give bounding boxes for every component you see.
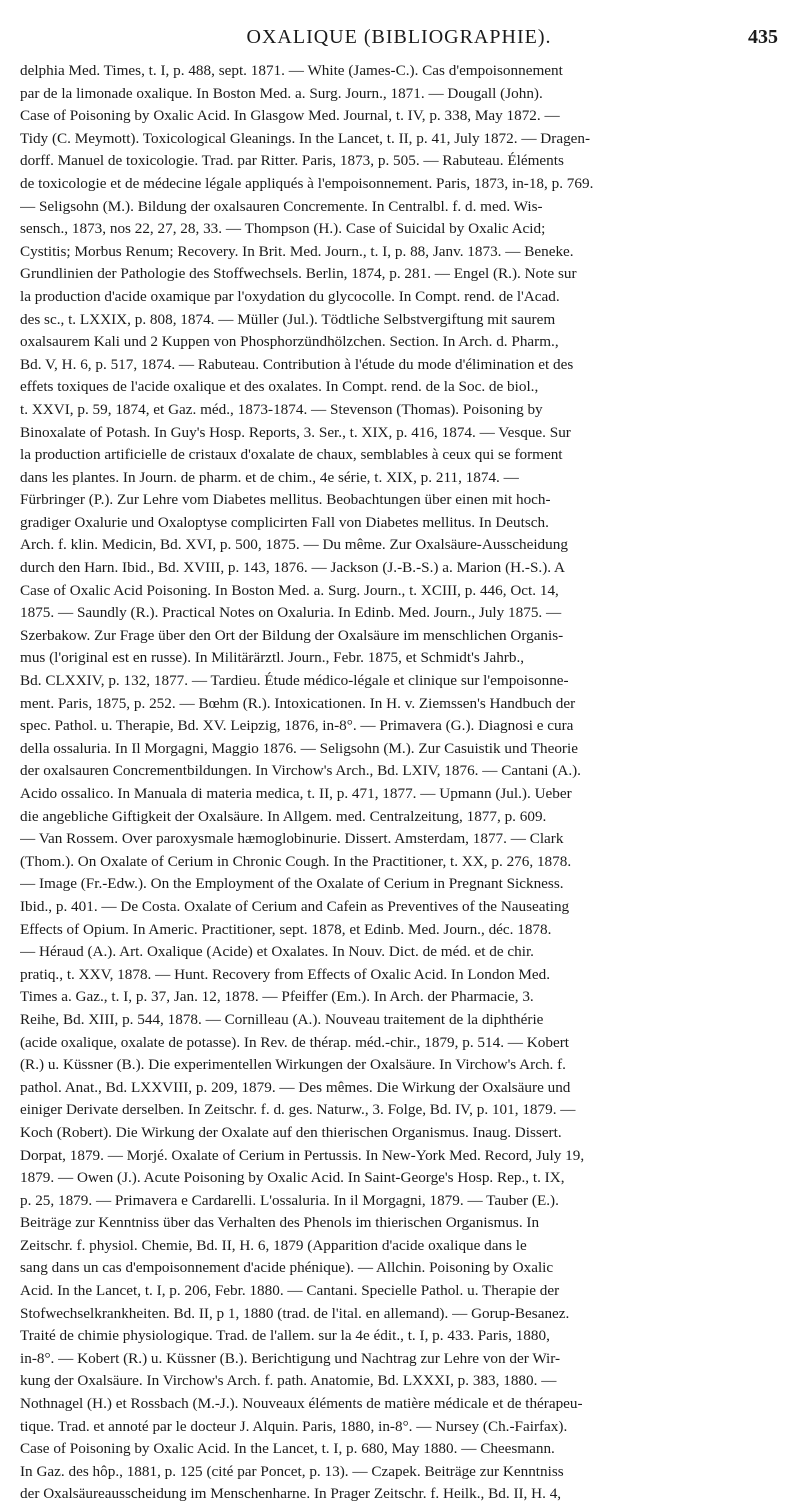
text-line: dorff. Manuel de toxicologie. Trad. par Ritter. Paris, 1873, p. 505. — Rabuteau. Éléments (20, 152, 564, 170)
text-line: Bd. V, H. 6, p. 517, 1874. — Rabuteau. Contribution à l'étude du mode d'élimination et des (20, 355, 574, 373)
text-line: — Héraud (A.). Art. Oxalique (Acide) et Oxalates. In Nouv. Dict. de méd. et de chir. (20, 943, 534, 961)
text-line: Beiträge zur Kenntniss über das Verhalten des Phenols im thierischen Organismus. In (20, 1214, 540, 1232)
text-line: pratiq., t. XXV, 1878. — Hunt. Recovery from Effects of Oxalic Acid. In London Med. (20, 965, 551, 983)
text-line: la production d'acide oxamique par l'oxydation du glycocolle. In Compt. rend. de l'Acad. (20, 287, 560, 305)
text-line: pathol. Anat., Bd. LXXVIII, p. 209, 1879. — Des mêmes. Die Wirkung der Oxalsäure und (20, 1078, 571, 1096)
text-line: — Image (Fr.-Edw.). On the Employment of the Oxalate of Cerium in Pregnant Sickness. (20, 875, 564, 893)
text-line: — Seligsohn (M.). Bildung der oxalsauren Concremente. In Centralbl. f. d. med. Wis- (20, 197, 543, 215)
text-line: spec. Pathol. u. Therapie, Bd. XV. Leipzig, 1876, in-8°. — Primavera (G.). Diagnosi e cura (20, 717, 574, 735)
text-line: effets toxiques de l'acide oxalique et des oxalates. In Compt. rend. de la Soc. de biol., (20, 378, 539, 396)
text-line: de toxicologie et de médecine légale appliqués à l'empoisonnement. Paris, 1873, in-18, p. 769. (20, 174, 594, 192)
text-line: (Thom.). On Oxalate of Cerium in Chronic Cough. In the Practitioner, t. XX, p. 276, 1878. (20, 852, 572, 870)
text-line: t. XXVI, p. 59, 1874, et Gaz. méd., 1873-1874. — Stevenson (Thomas). Poisoning by (20, 400, 543, 418)
running-header (20, 26, 778, 54)
text-line: in-8°. — Kobert (R.) u. Küssner (B.). Berichtigung und Nachtrag zur Lehre von der Wir- (20, 1349, 561, 1367)
text-line: par de la limonade oxalique. In Boston Med. a. Surg. Journ., 1871. — Dougall (John). (20, 84, 543, 102)
bibliography-text (20, 60, 778, 1506)
text-line: Tidy (C. Meymott). Toxicological Gleanings. In the Lancet, t. II, p. 41, July 1872. — Dragen- (20, 129, 591, 147)
text-line: della ossaluria. In Il Morgagni, Maggio 1876. — Seligsohn (M.). Zur Casuistik und Theorie (20, 739, 578, 757)
text-line: (R.) u. Küssner (B.). Die experimentellen Wirkungen der Oxalsäure. In Virchow's Arch. f. (20, 1056, 566, 1074)
text-line: Effects of Opium. In Americ. Practitioner, sept. 1878, et Edinb. Med. Journ., déc. 1878. (20, 920, 552, 938)
text-line: Koch (Robert). Die Wirkung der Oxalate auf den thierischen Organismus. Inaug. Dissert. (20, 1123, 562, 1141)
text-line: 1875. — Saundly (R.). Practical Notes on Oxaluria. In Edinb. Med. Journ., July 1875. — (20, 604, 562, 622)
text-line: Fürbringer (P.). Zur Lehre vom Diabetes mellitus. Beobachtungen über einen mit hoch- (20, 491, 551, 509)
text-line: durch den Harn. Ibid., Bd. XVIII, p. 143, 1876. — Jackson (J.-B.-S.) a. Marion (H.-S.). A (20, 559, 565, 577)
text-line: tique. Trad. et annoté par le docteur J. Alquin. Paris, 1880, in-8°. — Nursey (Ch.-Fairfax). (20, 1417, 568, 1435)
text-line: 1879. — Owen (J.). Acute Poisoning by Oxalic Acid. In Saint-George's Hosp. Rep., t. IX, (20, 1169, 565, 1187)
text-line: (acide oxalique, oxalate de potasse). In Rev. de thérap. méd.-chir., 1879, p. 514. — Kobert (20, 1033, 569, 1051)
text-line: delphia Med. Times, t. I, p. 488, sept. 1871. — White (James-C.). Cas d'empoisonnement (20, 62, 563, 79)
text-line: Bd. CLXXIV, p. 132, 1877. — Tardieu. Étude médico-légale et clinique sur l'empoisonne- (20, 672, 569, 690)
text-line: — Van Rossem. Over paroxysmale hæmoglobinurie. Dissert. Amsterdam, 1877. — Clark (20, 830, 564, 848)
text-line: Cystitis; Morbus Renum; Recovery. In Brit. Med. Journ., t. I, p. 88, Janv. 1873. — Beneke. (20, 242, 574, 260)
text-line: gradiger Oxalurie und Oxaloptyse complicirten Fall von Diabetes mellitus. In Deutsch. (20, 513, 549, 531)
text-line: oxalsaurem Kali und 2 Kuppen von Phosphorzündhölzchen. Section. In Arch. d. Pharm., (20, 333, 559, 351)
text-line: ment. Paris, 1875, p. 252. — Bœhm (R.). Intoxicationen. In H. v. Ziemssen's Handbuch der (20, 694, 576, 712)
text-line: Case of Oxalic Acid Poisoning. In Boston Med. a. Surg. Journ., t. XCIII, p. 446, Oct. 14, (20, 581, 559, 599)
text-line: Dorpat, 1879. — Morjé. Oxalate of Cerium in Pertussis. In New-York Med. Record, July 19, (20, 1146, 585, 1164)
text-line: Nothnagel (H.) et Rossbach (M.-J.). Nouveaux éléments de matière médicale et de thérapeu- (20, 1395, 583, 1413)
text-line: Times a. Gaz., t. I, p. 37, Jan. 12, 1878. — Pfeiffer (Em.). In Arch. der Pharmacie, 3. (20, 988, 534, 1006)
text-line: Binoxalate of Potash. In Guy's Hosp. Reports, 3. Ser., t. XIX, p. 416, 1874. — Vesque. Sur (20, 423, 571, 441)
text-line: sensch., 1873, nos 22, 27, 28, 33. — Thompson (H.). Case of Suicidal by Oxalic Acid; (20, 220, 546, 238)
text-line: kung der Oxalsäure. In Virchow's Arch. f. path. Anatomie, Bd. LXXXI, p. 383, 1880. — (20, 1372, 557, 1390)
text-line: der Oxalsäureausscheidung im Menschenharne. In Prager Zeitschr. f. Heilk., Bd. II, H. 4, (20, 1485, 562, 1503)
running-title: OXALIQUE (BIBLIOGRAPHIE). (246, 26, 552, 48)
text-line: Stofwechselkrankheiten. Bd. II, p 1, 1880 (trad. de l'ital. en allemand). — Gorup-Besanez. (20, 1304, 570, 1322)
text-line: Zeitschr. f. physiol. Chemie, Bd. II, H. 6, 1879 (Apparition d'acide oxalique dans le (20, 1236, 527, 1254)
text-line: p. 25, 1879. — Primavera e Cardarelli. L'ossaluria. In il Morgagni, 1879. — Tauber (E.). (20, 1191, 559, 1209)
text-line: die angebliche Giftigkeit der Oxalsäure. In Allgem. med. Centralzeitung, 1877, p. 609. (20, 807, 547, 825)
text-line: des sc., t. LXXIX, p. 808, 1874. — Müller (Jul.). Tödtliche Selbstvergiftung mit saurem (20, 310, 556, 328)
text-line: Acido ossalico. In Manuala di materia medica, t. II, p. 471, 1877. — Upmann (Jul.). Ueber (20, 785, 572, 802)
text-line: Traité de chimie physiologique. Trad. de l'allem. sur la 4e édit., t. I, p. 433. Paris, 1880, (20, 1327, 550, 1345)
text-line: dans les plantes. In Journ. de pharm. et de chim., 4e série, t. XIX, p. 211, 1874. — (20, 468, 519, 486)
text-line: Ibid., p. 401. — De Costa. Oxalate of Cerium and Cafein as Preventives of the Nauseating (20, 897, 570, 915)
text-line: der oxalsauren Concrementbildungen. In Virchow's Arch., Bd. LXIV, 1876. — Cantani (A.). (20, 762, 581, 780)
page-number: 435 (748, 26, 778, 48)
text-line: Reihe, Bd. XIII, p. 544, 1878. — Cornilleau (A.). Nouveau traitement de la diphthérie (20, 1010, 544, 1028)
text-line: Case of Poisoning by Oxalic Acid. In Glasgow Med. Journal, t. IV, p. 338, May 1872. — (20, 107, 560, 125)
text-line: mus (l'original est en russe). In Militärärztl. Journ., Febr. 1875, et Schmidt's Jahrb., (20, 649, 525, 667)
text-line: Arch. f. klin. Medicin, Bd. XVI, p. 500, 1875. — Du même. Zur Oxalsäure-Ausscheidung (20, 536, 568, 554)
text-line: Acid. In the Lancet, t. I, p. 206, Febr. 1880. — Cantani. Specielle Pathol. u. Therapie der (20, 1282, 560, 1300)
text-line: Grundlinien der Pathologie des Stoffwechsels. Berlin, 1874, p. 281. — Engel (R.). Note sur (20, 265, 577, 283)
text-line: Szerbakow. Zur Frage über den Ort der Bildung der Oxalsäure im menschlichen Organis- (20, 626, 564, 644)
text-line: sang dans un cas d'empoisonnement d'acide phénique). — Allchin. Poisoning by Oxalic (20, 1259, 554, 1277)
text-line: einiger Derivate derselben. In Zeitschr. f. d. ges. Naturw., 3. Folge, Bd. IV, p. 101, 1879. — (20, 1101, 576, 1119)
text-line: In Gaz. des hôp., 1881, p. 125 (cité par Poncet, p. 13). — Czapek. Beiträge zur Kenntniss (20, 1462, 564, 1480)
text-line: Case of Poisoning by Oxalic Acid. In the Lancet, t. I, p. 680, May 1880. — Cheesmann. (20, 1440, 555, 1458)
text-line: la production artificielle de cristaux d'oxalate de chaux, semblables à ceux qui se forment (20, 446, 563, 464)
